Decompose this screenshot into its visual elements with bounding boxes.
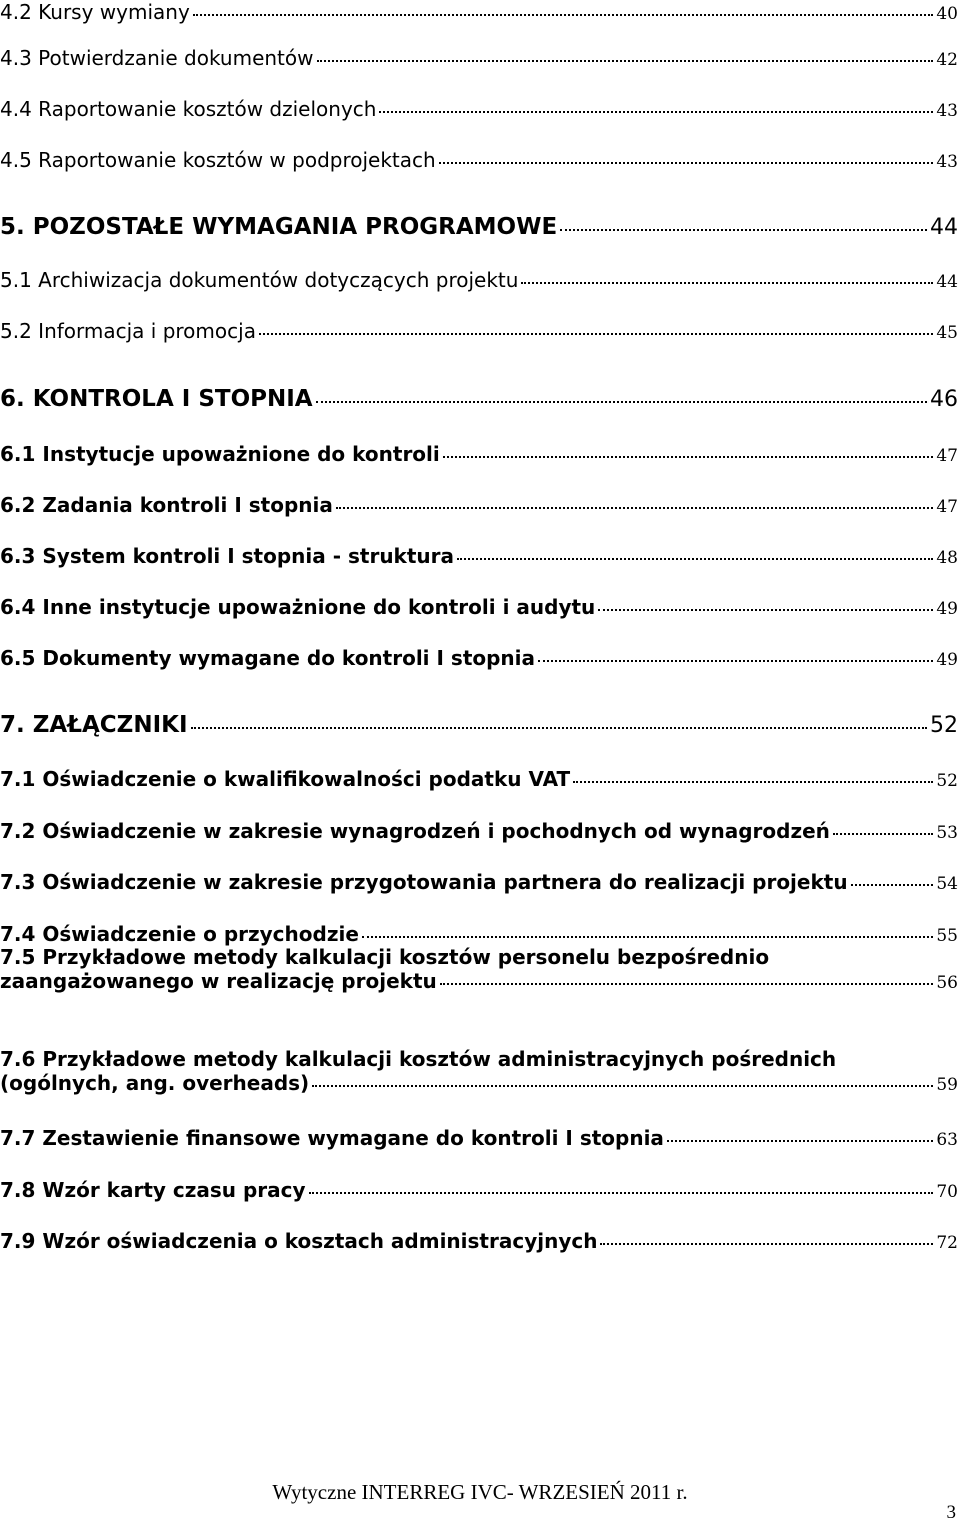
- toc-entry-title: 7.2 Oświadczenie w zakresie wynagrodzeń i pochodnych od wynagrodzeń: [0, 819, 830, 843]
- toc-entry-page: 47: [936, 446, 958, 466]
- toc-entry-7-8[interactable]: [0, 1178, 960, 1202]
- toc-entry-title: 4.2 Kursy wymiany: [0, 0, 190, 24]
- toc-entry-title: 6.2 Zadania kontroli I stopnia: [0, 493, 333, 517]
- toc-leader: [521, 282, 933, 284]
- toc-leader: [193, 14, 934, 16]
- toc-entry-5-2[interactable]: [0, 319, 960, 343]
- toc-entry-6-4[interactable]: [0, 595, 960, 619]
- toc-entry-title: 7.7 Zestawienie finansowe wymagane do kontroli I stopnia: [0, 1126, 664, 1150]
- toc-entry-title: 7.3 Oświadczenie w zakresie przygotowania partnera do realizacji projektu: [0, 870, 848, 894]
- toc-entry-title: 4.3 Potwierdzanie dokumentów: [0, 46, 314, 70]
- toc-leader: [362, 936, 933, 938]
- toc-entry-title-line1: 7.5 Przykładowe metody kalkulacji kosztów personelu bezpośrednio: [0, 945, 770, 969]
- toc-leader: [538, 660, 933, 662]
- toc-leader: [317, 60, 934, 62]
- toc-entry-6[interactable]: [0, 386, 960, 412]
- toc-entry-title: 6.5 Dokumenty wymagane do kontroli I stopnia: [0, 646, 536, 670]
- toc-entry-title: 7.4 Oświadczenie o przychodzie: [0, 922, 359, 946]
- toc-entry-page: 43: [936, 152, 958, 172]
- toc-entry-4-2[interactable]: [0, 0, 960, 24]
- toc-entry-title: 6.3 System kontroli I stopnia - struktura: [0, 544, 455, 568]
- toc-entry-page: 52: [930, 713, 958, 738]
- toc-leader: [336, 507, 934, 509]
- toc-leader: [259, 333, 933, 335]
- toc-entry-5-1[interactable]: [0, 268, 960, 292]
- toc-entry-page: 44: [936, 272, 958, 292]
- toc-entry-6-2[interactable]: [0, 493, 960, 517]
- toc-entry-7-7[interactable]: [0, 1126, 960, 1150]
- toc-entry-page: 46: [930, 387, 958, 412]
- toc-entry-6-5[interactable]: [0, 646, 960, 670]
- toc-leader: [439, 162, 934, 164]
- toc-entry-page: 55: [936, 926, 958, 946]
- toc-entry-page: 63: [936, 1130, 958, 1150]
- toc-entry-6-1[interactable]: [0, 442, 960, 466]
- toc-leader: [833, 833, 933, 835]
- toc-entry-title: 5.1 Archiwizacja dokumentów dotyczących projektu: [0, 268, 519, 292]
- toc-entry-title: 7. ZAŁĄCZNIKI: [0, 712, 188, 738]
- toc-entry-title: 7.9 Wzór oświadczenia o kosztach administracyjnych: [0, 1229, 598, 1253]
- toc-entry-title: 4.4 Raportowanie kosztów dzielonych: [0, 97, 377, 121]
- toc-leader: [379, 111, 933, 113]
- toc-leader: [667, 1140, 933, 1142]
- toc-leader: [457, 558, 933, 560]
- toc-entry-title: 5.2 Informacja i promocja: [0, 319, 256, 343]
- toc-entry-page: 45: [936, 323, 958, 343]
- toc-entry-5[interactable]: [0, 214, 960, 240]
- toc-leader: [443, 456, 934, 458]
- toc-entry-7[interactable]: [0, 712, 960, 738]
- toc-entry-page: 72: [936, 1233, 958, 1253]
- toc-entry-title: 6.1 Instytucje upoważnione do kontroli: [0, 442, 440, 466]
- toc-entry-page: 43: [936, 101, 958, 121]
- toc-entry-7-3[interactable]: [0, 870, 960, 894]
- toc-entry-page: 70: [936, 1182, 958, 1202]
- toc-entry-6-3[interactable]: [0, 544, 960, 568]
- toc-leader: [440, 983, 934, 985]
- toc-leader: [600, 1243, 933, 1245]
- toc-entry-page: 40: [936, 4, 958, 24]
- toc-entry-title-line1: 7.6 Przykładowe metody kalkulacji kosztów administracyjnych pośrednich: [0, 1047, 837, 1071]
- toc-entry-title: 6.4 Inne instytucje upoważnione do kontroli i audytu: [0, 595, 596, 619]
- toc-entry-page: 54: [936, 874, 958, 894]
- footer-text: Wytyczne INTERREG IVC- WRZESIEŃ 2011 r.: [272, 1480, 688, 1504]
- toc-entry-title: 6. KONTROLA I STOPNIA: [0, 386, 313, 412]
- toc-entry-title-line2: (ogólnych, ang. overheads): [0, 1071, 310, 1095]
- toc-entry-page: 49: [936, 650, 958, 670]
- toc-leader: [598, 609, 933, 611]
- toc-leader: [309, 1192, 934, 1194]
- toc-entry-page: 59: [936, 1075, 958, 1095]
- toc-entry-7-9[interactable]: [0, 1229, 960, 1253]
- toc-leader: [316, 401, 927, 403]
- toc-entry-page: 49: [936, 599, 958, 619]
- toc-entry-page: 53: [936, 823, 958, 843]
- toc-leader: [560, 229, 927, 231]
- toc-entry-4-3[interactable]: [0, 46, 960, 70]
- toc-entry-page: 44: [930, 215, 958, 240]
- toc-entry-7-6[interactable]: [0, 1047, 960, 1095]
- toc-leader: [851, 884, 934, 886]
- toc-leader: [573, 781, 933, 783]
- toc-leader: [191, 727, 927, 729]
- toc-entry-title-line2: zaangażowanego w realizację projektu: [0, 969, 437, 993]
- toc-entry-page: 42: [936, 50, 958, 70]
- toc-entry-title: 7.8 Wzór karty czasu pracy: [0, 1178, 306, 1202]
- toc-entry-4-5[interactable]: [0, 148, 960, 172]
- page-number: 3: [946, 1502, 956, 1523]
- toc-entry-page: 48: [936, 548, 958, 568]
- toc-entry-page: 56: [936, 973, 958, 993]
- toc-entry-7-5[interactable]: [0, 945, 960, 993]
- toc-entry-page: 52: [936, 771, 958, 791]
- toc-entry-title: 7.1 Oświadczenie o kwalifikowalności podatku VAT: [0, 767, 571, 791]
- toc-entry-title: 4.5 Raportowanie kosztów w podprojektach: [0, 148, 436, 172]
- toc-entry-7-1[interactable]: [0, 767, 960, 791]
- toc-entry-4-4[interactable]: [0, 97, 960, 121]
- toc-entry-page: 47: [936, 497, 958, 517]
- toc-entry-7-2[interactable]: [0, 819, 960, 843]
- toc-leader: [312, 1085, 933, 1087]
- toc-entry-title: 5. POZOSTAŁE WYMAGANIA PROGRAMOWE: [0, 214, 558, 240]
- toc-entry-7-4[interactable]: [0, 922, 960, 946]
